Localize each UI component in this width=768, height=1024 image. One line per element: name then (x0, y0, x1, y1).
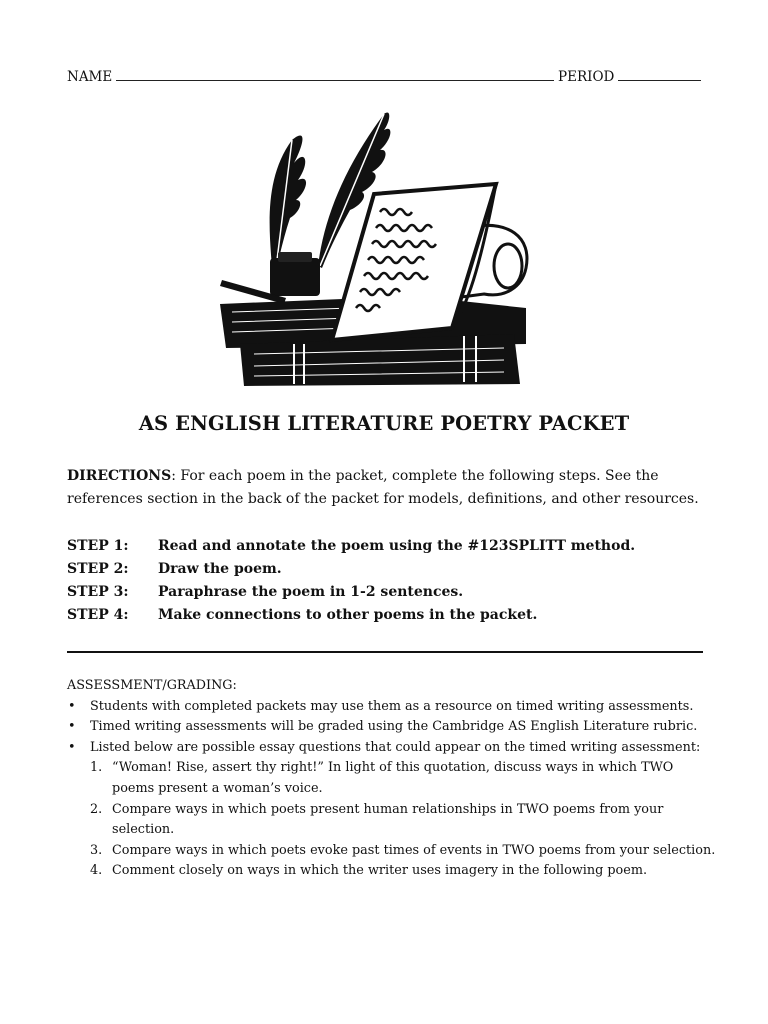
assessment-section (67, 676, 717, 882)
bullet-icon: • (68, 698, 76, 714)
list-item (67, 717, 717, 738)
step-text: Read and annotate the poem using the #123SPLITT method. (158, 537, 636, 554)
period-label: PERIOD (558, 69, 615, 85)
page-title: AS ENGLISH LITERATURE POETRY PACKET (138, 412, 630, 435)
list-item (67, 697, 717, 718)
step-number: STEP 2: (67, 560, 129, 577)
step-row (67, 603, 707, 626)
name-blank (116, 68, 554, 81)
list-item (67, 738, 717, 759)
question-text: Compare ways in which poets present human relationships in TWO poems from your selection. (112, 801, 664, 838)
bullet-icon: • (68, 739, 76, 755)
question-number: 3. (90, 842, 103, 858)
step-row (67, 580, 707, 603)
assessment-heading: ASSESSMENT/GRADING: (67, 678, 237, 693)
step-text: Paraphrase the poem in 1-2 sentences. (158, 583, 464, 600)
step-row (67, 534, 707, 557)
essay-questions (67, 758, 717, 882)
step-text: Draw the poem. (158, 560, 282, 577)
list-item-text: Listed below are possible essay questions that could appear on the timed writing assessment: (90, 739, 701, 755)
name-label: NAME (67, 69, 113, 85)
step-text: Make connections to other poems in the packet. (158, 606, 538, 623)
assessment-bullets (67, 697, 717, 759)
directions (67, 465, 707, 511)
step-number: STEP 1: (67, 537, 129, 554)
quill-inkwell-books-icon (214, 108, 534, 386)
question-number: 1. (90, 760, 103, 776)
step-row (67, 557, 707, 580)
step-number: STEP 4: (67, 606, 129, 623)
question-item (90, 861, 717, 882)
step-number: STEP 3: (67, 583, 129, 600)
list-item-text: Timed writing assessments will be graded using the Cambridge AS English Literature rubric. (90, 719, 698, 735)
name-period-line (67, 68, 701, 85)
directions-text: : For each poem in the packet, complete the following steps. See the references section in the back of the packet for models, definitions, and other resources. (67, 468, 699, 507)
question-item (90, 800, 717, 841)
question-text: “Woman! Rise, assert thy right!” In light of this quotation, discuss ways in which TWO poems present a woman’s voice. (112, 760, 674, 796)
question-number: 2. (90, 801, 103, 817)
question-item (90, 841, 717, 862)
question-number: 4. (90, 863, 103, 879)
list-item-text: Students with completed packets may use them as a resource on timed writing assessments. (90, 698, 694, 714)
section-divider (67, 651, 703, 653)
question-text: Comment closely on ways in which the writer uses imagery in the following poem. (112, 863, 648, 879)
period-blank (618, 68, 701, 81)
question-text: Compare ways in which poets evoke past times of events in TWO poems from your selection. (112, 842, 716, 858)
bullet-icon: • (68, 719, 76, 735)
steps-list (67, 534, 707, 626)
directions-label: DIRECTIONS (67, 468, 172, 484)
question-item (90, 758, 717, 799)
